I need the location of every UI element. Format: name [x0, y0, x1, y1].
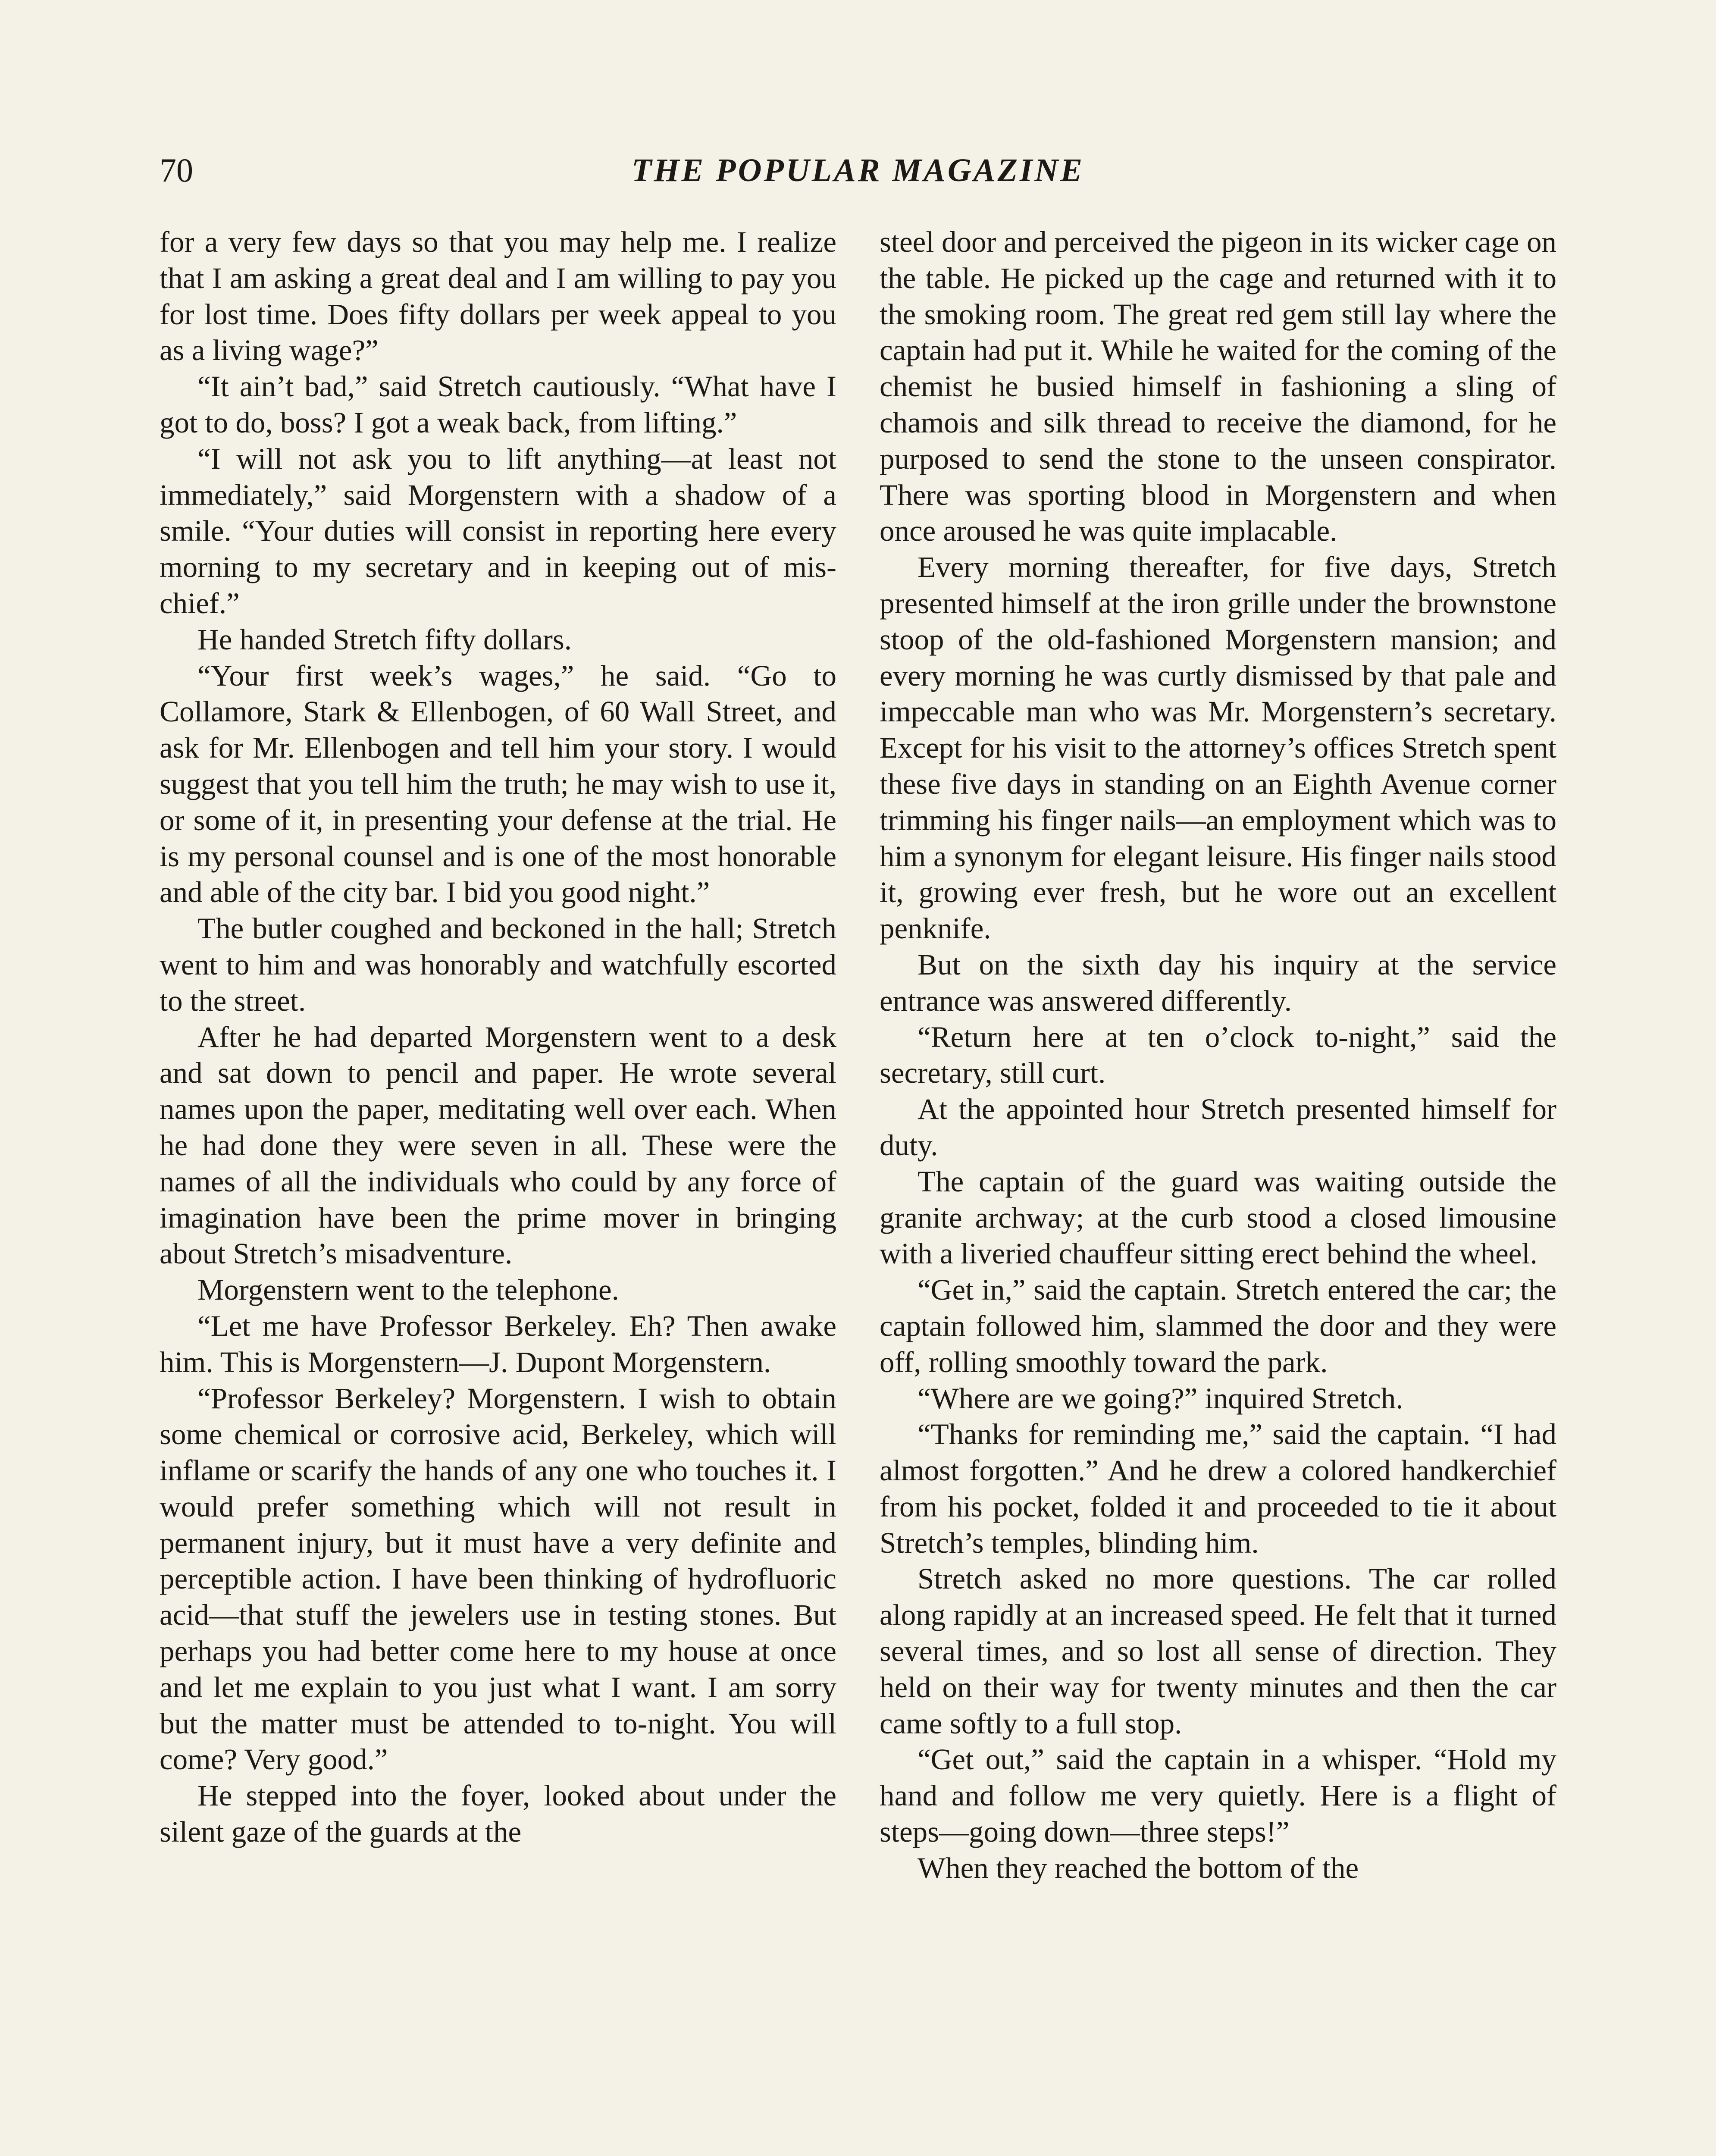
paragraph: At the appointed hour Stretch presented himself for duty. — [880, 1093, 1556, 1162]
paragraph: “Get in,” said the captain. Stretch entered the car; the captain followed him, slammed the door and they were off, rolling smoothly toward the park. — [880, 1273, 1556, 1379]
paragraph: “Return here at ten o’clock to-night,” said the secretary, still curt. — [880, 1020, 1556, 1090]
paragraph: The captain of the guard was waiting outside the granite archway; at the curb stood a closed limousine with a liveried chauffeur sitting erect behind the wheel. — [880, 1165, 1556, 1270]
left-column — [160, 224, 836, 2156]
paragraph: “Thanks for reminding me,” said the captain. “I had almost forgotten.” And he drew a colored handkerchief from his pocket, folded it and proceeded to tie it about Stretch’s temples, blinding him. — [880, 1418, 1556, 1559]
page-number: 70 — [160, 151, 193, 189]
page-header — [160, 147, 1556, 194]
paragraph: The butler coughed and beckoned in the hall; Stretch went to him and was honorably and watchfully escorted to the street. — [160, 912, 836, 1017]
paragraph: “Professor Berkeley? Morgenstern. I wish to obtain some chemical or corrosive acid, Berkeley, which will inflame or scarify the hands of any one who touches it. I would prefer something which will not result in permanent injury, but it must have a very definite and perceptible action. I have been thinking of hydrofluoric acid—that stuff the jewelers use in testing stones. But perhaps you had better come here to my house at once and let me explain to you just what I want. I am sorry but the matter must be attended to to-night. You will come? Very good.” — [160, 1382, 836, 1776]
paragraph: He handed Stretch fifty dollars. — [197, 623, 572, 656]
right-column — [880, 224, 1556, 2156]
paragraph: Stretch asked no more questions. The car rolled along rapidly at an increased speed. He felt that it turned several times, and so lost all sense of direction. They held on their way for twenty minutes and then the car came softly to a full stop. — [880, 1562, 1556, 1740]
paragraph: “It ain’t bad,” said Stretch cautiously. “What have I got to do, boss? I got a weak back, from lifting.” — [160, 370, 836, 439]
paragraph: steel door and perceived the pigeon in its wicker cage on the table. He picked up the cage and returned with it to the smoking room. The great red gem still lay where the captain had put it. While he waited for the coming of the chemist he busied himself in fashioning a sling of chamois and silk thread to receive the diamond, for he purposed to send the stone to the unseen conspirator. There was sporting blood in Morgenstern and when once aroused he was quite implacable. — [880, 226, 1556, 548]
paragraph: “I will not ask you to lift anything—at least not immediately,” said Morgenstern with a shadow of a smile. “Your duties will consist in reporting here every morning to my secretary and in keeping out of mischief.” — [160, 442, 836, 620]
paragraph: Every morning thereafter, for five days, Stretch presented himself at the iron grille under the brownstone stoop of the old-fashioned Morgenstern mansion; and every morning he was curtly dismissed by that pale and impeccable man who was Mr. Morgenstern’s secretary. Except for his visit to the attorney’s offices Stretch spent these five days in standing on an Eighth Avenue corner trimming his finger nails—an employment which was to him a synonym for elegant leisure. His finger nails stood it, growing ever fresh, but he wore out an excellent penknife. — [880, 551, 1556, 945]
paragraph: But on the sixth day his inquiry at the service entrance was answered differently. — [880, 948, 1556, 1017]
paragraph: After he had departed Morgenstern went to a desk and sat down to pencil and paper. He wrote several names upon the paper, meditating well over each. When he had done they were seven in all. These were the names of all the individuals who could by any force of imagination have been the prime mover in bringing about Stretch’s misadventure. — [160, 1020, 836, 1270]
running-head: THE POPULAR MAGAZINE — [631, 152, 1085, 188]
paragraph: for a very few days so that you may help me. I realize that I am asking a great deal and I am willing to pay you for lost time. Does fifty dollars per week appeal to you as a living wage?” — [160, 226, 836, 367]
paragraph: He stepped into the foyer, looked about under the silent gaze of the guards at the — [160, 1779, 836, 1849]
paragraph: Morgenstern went to the telephone. — [197, 1273, 619, 1307]
paragraph: “Get out,” said the captain in a whisper. “Hold my hand and follow me very quietly. Here is a flight of steps—going down—three steps!” — [880, 1743, 1556, 1849]
paragraph: “Let me have Professor Berkeley. Eh? Then awake him. This is Morgenstern—J. Dupont Morgenstern. — [160, 1309, 836, 1379]
paragraph: “Where are we going?” inquired Stretch. — [917, 1382, 1403, 1415]
paragraph: When they reached the bottom of the — [917, 1851, 1359, 1884]
paragraph: “Your first week’s wages,” he said. “Go to Collamore, Stark & Ellenbogen, of 60 Wall Street, and ask for Mr. Ellenbogen and tell him your story. I would suggest that you tell him the truth; he may wish to use it, or some of it, in presenting your defense at the trial. He is my personal counsel and is one of the most honorable and able of the city bar. I bid you good night.” — [160, 659, 836, 909]
